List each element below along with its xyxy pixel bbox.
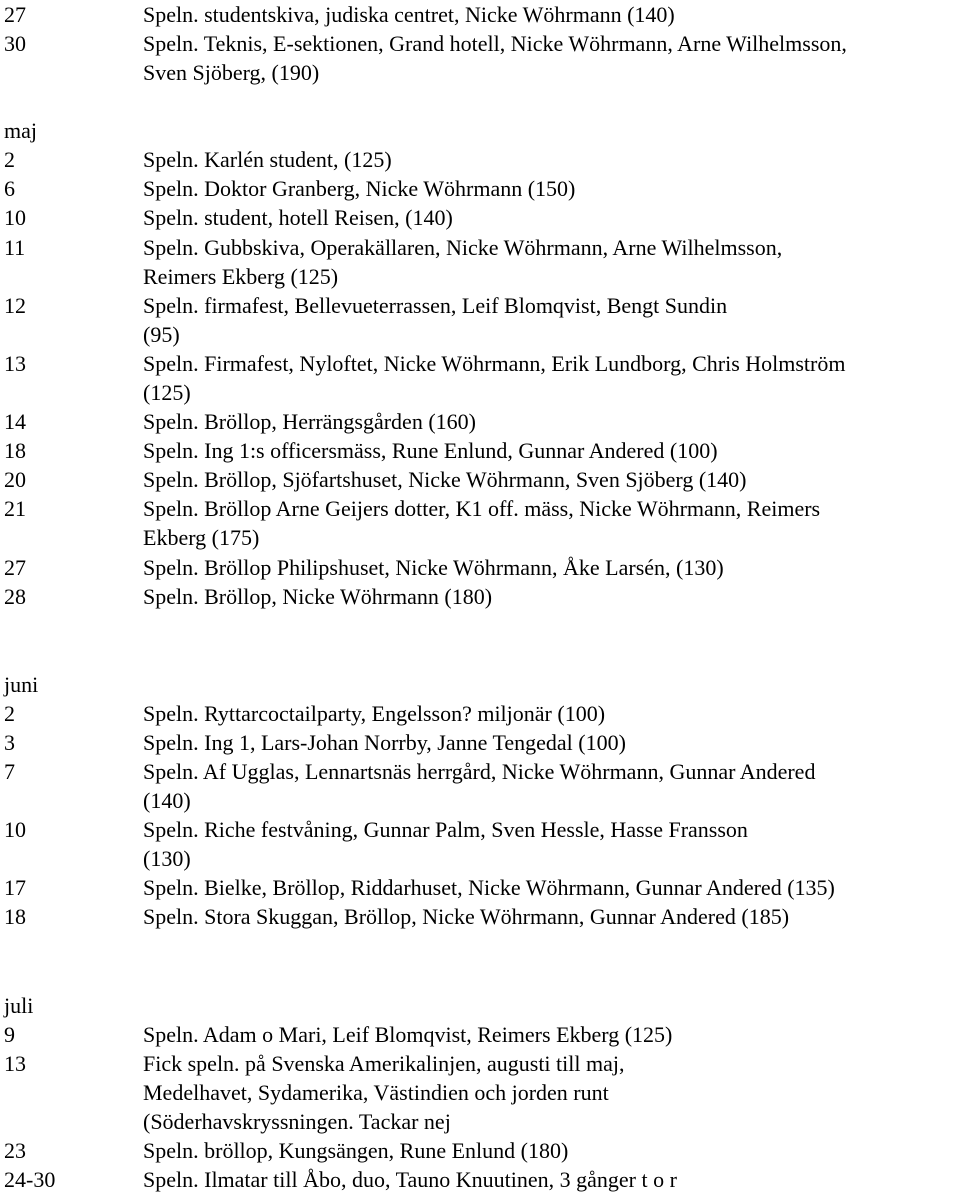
entry-day: 6 <box>4 176 15 201</box>
entry-text: Speln. Doktor Granberg, Nicke Wöhrmann (150) <box>143 176 576 201</box>
entry-text: Speln. Bröllop Arne Geijers dotter, K1 off. mäss, Nicke Wöhrmann, Reimers <box>143 496 821 521</box>
entry-text: (130) <box>143 846 191 871</box>
month-heading-juli: juli <box>4 993 34 1018</box>
entry-text: Speln. Teknis, E-sektionen, Grand hotell, Nicke Wöhrmann, Arne Wilhelmsson, <box>143 31 847 56</box>
entry-text: Speln. Riche festvåning, Gunnar Palm, Sven Hessle, Hasse Fransson <box>143 817 748 842</box>
entry-text: Speln. Karlén student, (125) <box>143 147 392 172</box>
month-heading-juni: juni <box>4 672 39 697</box>
entry-text: Speln. Adam o Mari, Leif Blomqvist, Reimers Ekberg (125) <box>143 1022 673 1047</box>
entry-day: 3 <box>4 730 15 755</box>
entry-day: 11 <box>4 235 26 260</box>
entry-text: Speln. Gubbskiva, Operakällaren, Nicke Wöhrmann, Arne Wilhelmsson, <box>143 235 783 260</box>
entry-day: 2 <box>4 147 15 172</box>
entry-day: 18 <box>4 904 26 929</box>
entry-day: 13 <box>4 1051 26 1076</box>
entry-text: (Söderhavskryssningen. Tackar nej <box>143 1109 451 1134</box>
entry-text: Speln. Bröllop, Herrängsgården (160) <box>143 409 476 434</box>
entry-day: 10 <box>4 205 26 230</box>
entry-day: 27 <box>4 2 26 27</box>
month-heading-maj: maj <box>4 118 37 143</box>
entry-text: Speln. Stora Skuggan, Bröllop, Nicke Wöhrmann, Gunnar Andered (185) <box>143 904 790 929</box>
entry-text: Speln. student, hotell Reisen, (140) <box>143 205 453 230</box>
entry-text: Sven Sjöberg, (190) <box>143 60 320 85</box>
entry-text: Fick speln. på Svenska Amerikalinjen, augusti till maj, <box>143 1051 625 1076</box>
entry-text: (140) <box>143 788 191 813</box>
entry-text: Speln. studentskiva, judiska centret, Nicke Wöhrmann (140) <box>143 2 675 27</box>
entry-text: Speln. Bröllop, Sjöfartshuset, Nicke Wöhrmann, Sven Sjöberg (140) <box>143 467 747 492</box>
entry-day: 28 <box>4 584 26 609</box>
entry-text: Speln. Ryttarcoctailparty, Engelsson? miljonär (100) <box>143 701 606 726</box>
entry-day: 10 <box>4 817 26 842</box>
entry-text: Medelhavet, Sydamerika, Västindien och jorden runt <box>143 1080 609 1105</box>
entry-day: 9 <box>4 1022 15 1047</box>
entry-day: 17 <box>4 875 26 900</box>
entry-text: Speln. Bielke, Bröllop, Riddarhuset, Nicke Wöhrmann, Gunnar Andered (135) <box>143 875 835 900</box>
entry-day: 12 <box>4 293 26 318</box>
entry-text: Reimers Ekberg (125) <box>143 264 339 289</box>
entry-day: 7 <box>4 759 15 784</box>
entry-text: Speln. Bröllop Philipshuset, Nicke Wöhrmann, Åke Larsén, (130) <box>143 555 724 580</box>
entry-day: 2 <box>4 701 15 726</box>
entry-text: Speln. Ing 1:s officersmäss, Rune Enlund, Gunnar Andered (100) <box>143 438 718 463</box>
entry-text: Ekberg (175) <box>143 525 260 550</box>
entry-day: 13 <box>4 351 26 376</box>
entry-day: 24-30 <box>4 1167 56 1192</box>
entry-text: (125) <box>143 380 191 405</box>
entry-text: Speln. Ilmatar till Åbo, duo, Tauno Knuutinen, 3 gånger t o r <box>143 1167 677 1192</box>
entry-text: (95) <box>143 322 180 347</box>
entry-day: 27 <box>4 555 26 580</box>
entry-text: Speln. Af Ugglas, Lennartsnäs herrgård, Nicke Wöhrmann, Gunnar Andered <box>143 759 816 784</box>
entry-day: 14 <box>4 409 26 434</box>
entry-text: Speln. bröllop, Kungsängen, Rune Enlund (180) <box>143 1138 569 1163</box>
entry-text: Speln. Firmafest, Nyloftet, Nicke Wöhrmann, Erik Lundborg, Chris Holmström <box>143 351 846 376</box>
entry-day: 21 <box>4 496 26 521</box>
entry-day: 30 <box>4 31 26 56</box>
entry-day: 23 <box>4 1138 26 1163</box>
entry-text: Speln. firmafest, Bellevueterrassen, Leif Blomqvist, Bengt Sundin <box>143 293 728 318</box>
entry-day: 20 <box>4 467 26 492</box>
entry-day: 18 <box>4 438 26 463</box>
entry-text: Speln. Ing 1, Lars-Johan Norrby, Janne Tengedal (100) <box>143 730 626 755</box>
entry-text: Speln. Bröllop, Nicke Wöhrmann (180) <box>143 584 493 609</box>
